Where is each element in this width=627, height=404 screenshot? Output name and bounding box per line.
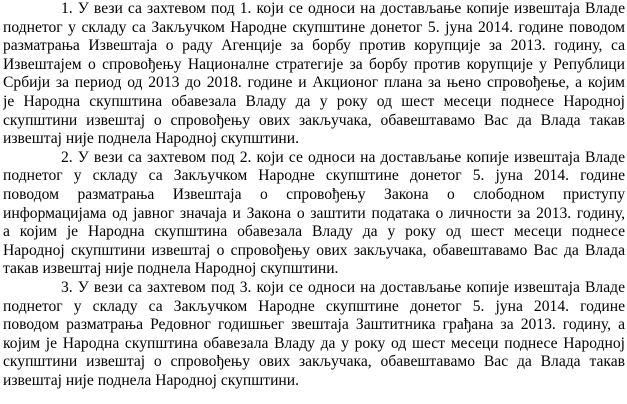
document-body — [3, 0, 625, 390]
text-line: скупштини извештај о спровођењу ових закључака, обавештавамо Вас да Влада такав — [3, 111, 625, 129]
text-line: а којим је Народна скупштина обавезала Владу да у року од шест месеци поднесе — [3, 223, 625, 241]
text-line: 2. У вези са захтевом под 2. који се односи на достављање копије извештаја Владе — [61, 148, 625, 166]
paragraph-2 — [3, 149, 625, 279]
text-line: извештај није поднела Народној скупштини. — [3, 130, 300, 148]
text-line: поднетог у складу са Закључком Народне скупштине донетог 5. јуна 2014. године поводом — [3, 18, 625, 36]
text-line: којим је Народна скупштина обавезала Владу да у року од шест месеци поднесе Народној — [3, 334, 625, 352]
text-line: информацијама од јавног значаја и Закона о заштити података о личности за 2013. годину, — [3, 204, 625, 222]
text-line: разматрања Извештаја о раду Агенције за борбу против корупције за 2013. годину, са — [3, 37, 625, 55]
text-line: извештај није поднела Народној скупштини. — [3, 371, 300, 389]
text-line: 1. У вези са захтевом под 1. који се односи на достављање копије извештаја Владе — [61, 0, 625, 17]
text-line: скупштини извештај о спровођењу ових закључака, обавештавамо Вас да Влада такав — [3, 353, 625, 371]
paragraph-1 — [3, 0, 625, 149]
text-line: поднетог у складу са Закључком Народне скупштине донетог 5. јуна 2014. године — [3, 297, 625, 315]
text-line: поднетог у складу са Закључком Народне скупштине донетог 5. јуна 2014. године — [3, 167, 625, 185]
text-line: 3. У вези са захтевом под 3. који се односи на достављање копије извештаја Владе — [61, 278, 625, 296]
text-line: такав извештај није поднела Народној скупштини. — [3, 260, 339, 278]
paragraph-3 — [3, 279, 625, 391]
text-line: Србији за период од 2013 до 2018. године и Акционог плана за њено спровођење, а којим — [3, 74, 625, 92]
text-line: поводом разматрања Редовног годишњег звештаја Заштитника грађана за 2013. годину, а — [3, 316, 625, 334]
text-line: Народној скупштини извештај о спровођењу ових закључака, обавештавамо Вас да Влада — [3, 241, 625, 259]
text-line: Извештајем о спровођењу Националне стратегије за борбу против корупције у Републици — [3, 55, 625, 73]
text-line: поводом разматрања Извештаја о спровођењу Закона о слободном приступу — [3, 185, 625, 203]
text-line: је Народна скупштина обавезала Владу да у року од шест месеци поднесе Народној — [3, 92, 625, 110]
